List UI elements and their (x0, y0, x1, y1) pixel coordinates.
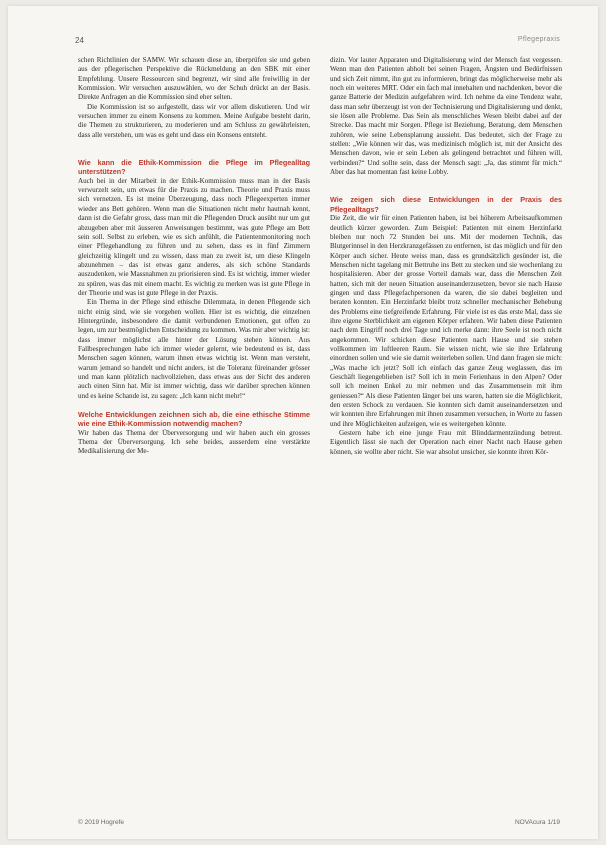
paragraph: Auch bei in der Mitarbeit in der Ethik-Kommission muss man in der Basis verwurzelt sein, um etwas für die Praxis zu machen. Theorie und Praxis muss sich vernetzen. Es ist meine Überzeugung, dass noch Pflegeexperten immer wieder ans Bett gehören. Wenn man die Situationen nicht mehr hautnah kennt, dann ist die Gefahr gross, dass man mit die Pflegenden Druck ausübt nur um gut abzugeben aber mit äusseren Anweisungen bestimmt, was gute Pflege am Bett sein soll. Selbst zu erleben, wie es sich anfühlt, die Patientenmonitoring noch einer Pflegehandlung zu führen und zu sehen, dass es in fünf Zimmern gleichzeitig klingelt und zu wissen, dass man zu zweit ist, um diese Klingeln abzunehmen – das ist etwas ganz anderes, als sich schöne Standards auszudenken, wie Massnahmen zu priorisieren sind. Es ist wichtig, immer wieder zu spüren, was das mit einem macht. Es wichtig zu merken was ist gute Pflege in der Theorie und was ist gute Pflege in der Praxis. (78, 176, 310, 297)
paragraph: Gestern habe ich eine junge Frau mit Blinddarmentzündung betreut. Eigentlich lässt sie nach der Operation nach einer Nacht nach Hause gehen können, sie wollte aber nicht. Sie war absolut unsicher, sie konnte ihren Kör- (330, 429, 562, 456)
paragraph: Wir haben das Thema der Überversorgung und wir haben auch ein grosses Thema der Überversorgung. Ich sehe beides, ausserdem eine verstärkte Medikalisierung der Me- (78, 428, 310, 456)
paragraph: Ein Thema in der Pflege sind ethische Dilemmata, in denen Pflegende sich nicht einig sind, wie sie vorgehen wollen. Hier ist es wichtig, die einzelnen Hintergründe, insbesondere die damit verbundenen Emotionen, gut offen zu legen, um zur bestmöglichen Entscheidung zu kommen. Was mir aber wichtig ist: dass immer möglichst alle hinter der Lösung stehen können. Aus Fallbesprechungen habe ich immer wieder gelernt, wie bedeutend es ist, dass Menschen sagen können, warum ihnen etwas wichtig ist. Wenn man versteht, warum jemand so handelt und nicht anders, ist die Toleranz füreinander grösser und man kann plötzlich nachvollziehen, dass etwas aus der Sicht des anderen auch einen Sinn hat. Mir ist immer wichtig, dass wir darüber sprechen können und es keine Schande ist, zu sagen: „Ich kann nicht mehr!“ (78, 298, 310, 400)
paragraph: dizin. Vor lauter Apparaten und Digitalisierung wird der Mensch fast vergessen. Wenn man den Patienten abholt bei seinen Fragen, Ängsten und Bedürfnissen und sich Zeit nimmt, ihn gut zu informieren, bringt das möglicherweise mehr als noch ein weiteres MRT. Oder ein fach mal innehalten und nachdenken, bevor die ganze Batterie der Medizin aufgefahren wird. Ich nehme da eine Tendenz wahr, dass man sehr überzeugt ist von der Technisierung und Digitalisierung und denkt, sie lösen alle Probleme. Das Sein als menschliches Wesen bleibt dabei auf der Strecke. Das macht mir Sorgen. Pflege ist Beziehung, Beratung, dem Menschen zuhören, wie seine Lebensplanung aussieht. Das bedeutet, sich der Frage zu stellen: „Wie können wir das, was medizinisch möglich ist, mit der Ansicht des Menschen davon, wie er sein Leben als gelingend betrachtet und führen will, verbinden?“ Und sollte sein, dass der Mensch sagt: „Ja, das stimmt für mich.“ Aber das hat momentan fast keine Lobby. (330, 56, 562, 177)
paragraph: schen Richtlinien der SAMW. Wir schauen diese an, überprüfen sie und geben aus der pflegerischen Perspektive die Rückmeldung an den SBK mit einer Empfehlung. Unsere Ressourcen sind begrenzt, wir sind alle freiwillig in der Kommission. Wir versuchen auszuwählen, wo der Schuh drückt an der Basis. Direkte Anfragen an die Kommission sind eher selten. (78, 56, 310, 102)
page-number: 24 (75, 36, 84, 45)
right-column (330, 56, 562, 457)
section-title: Pflegepraxis (517, 36, 560, 43)
footer-copyright: © 2019 Hogrefe (78, 819, 124, 826)
paragraph: Die Kommission ist so aufgestellt, dass wir vor allem diskutieren. Und wir versuchen immer zu einem Konsens zu kommen. Meine Aufgabe besteht darin, die Themen zu strukturieren, zu moderieren und am Schluss zu gewährleisten, dass alle verstehen, um was es geht und dass ein Konsens entsteht. (78, 102, 310, 139)
paragraph: Die Zeit, die wir für einen Patienten haben, ist bei höherem Arbeitsaufkommen deutlich kürzer geworden. Zum Beispiel: Patienten mit einem Herzinfarkt bleiben nur noch 72 Stunden bei uns. Mit der modernen Technik, das Blutgerinnsel in den Herzkranzgefässen zu entfernen, ist das möglich und für den Körper auch sicher. Heute weiss man, dass es grundsätzlich gesünder ist, die Menschen nicht tagelang mit Bettruhe ins Bett zu stecken und sie wochenlang zu hospitalisieren. Aber der grosse Vorteil damals war, dass die Menschen Zeit hatten, sich mit der neuen Situation auseinanderzusetzen, bevor sie nach Hause gingen und dass Pflegefachpersonen da waren, die sie dabei begleiten und beraten konnten. Ein Herzinfarkt bleibt trotz schneller mechanischer Behebung des Problems eine tiefgreifende Erfahrung. Für viele ist es das erste Mal, dass sie ihre eigene Sterblichkeit am eigenen Körper erfahren. Wir haben diese Patienten nach dem Eingriff noch drei Tage und ich merke dann: ihre Seele ist noch nicht angekommen. Wir schicken diese Patienten nach Hause und sie stehen vollkommen im luftleeren Raum. Sie wissen nicht, wie sie ihre Erfahrung einordnen sollen und wie sie damit weiterleben sollen. Und dann fragen sie mich: „Was mache ich jetzt? Soll ich einfach das ganze Zeug weglassen, das im Geschäft liegengeblieben ist? Soll ich in mein Ferienhaus in den Alpen? Oder soll ich meinen Enkel zu mir nehmen und das Zusammensein mit ihm geniessen?“ Als diese Patienten länger bei uns waren, hatten sie die Möglichkeit, den ersten Schock zu verdauen. Sie konnten sich damit auseinandersetzen und wir konnten ihre Erfahrungen mit ihnen zusammen versuchen, in Worte zu fassen und ihre Möglichkeiten aufzeigen, wie es weitergehen könnte. (330, 214, 562, 428)
question-heading: Welche Entwicklungen zeichnen sich ab, die eine ethische Stimme wie eine Ethik-Kommission notwendig machen? (78, 410, 310, 429)
footer-journal: NOVAcura 1/19 (514, 819, 560, 826)
question-heading: Wie kann die Ethik-Kommission die Pflege im Pflegealltag unterstützen? (78, 158, 310, 177)
question-heading: Wie zeigen sich diese Entwicklungen in der Praxis des Pflegealltags? (330, 195, 562, 214)
left-column (78, 56, 310, 457)
document-page (8, 6, 598, 839)
